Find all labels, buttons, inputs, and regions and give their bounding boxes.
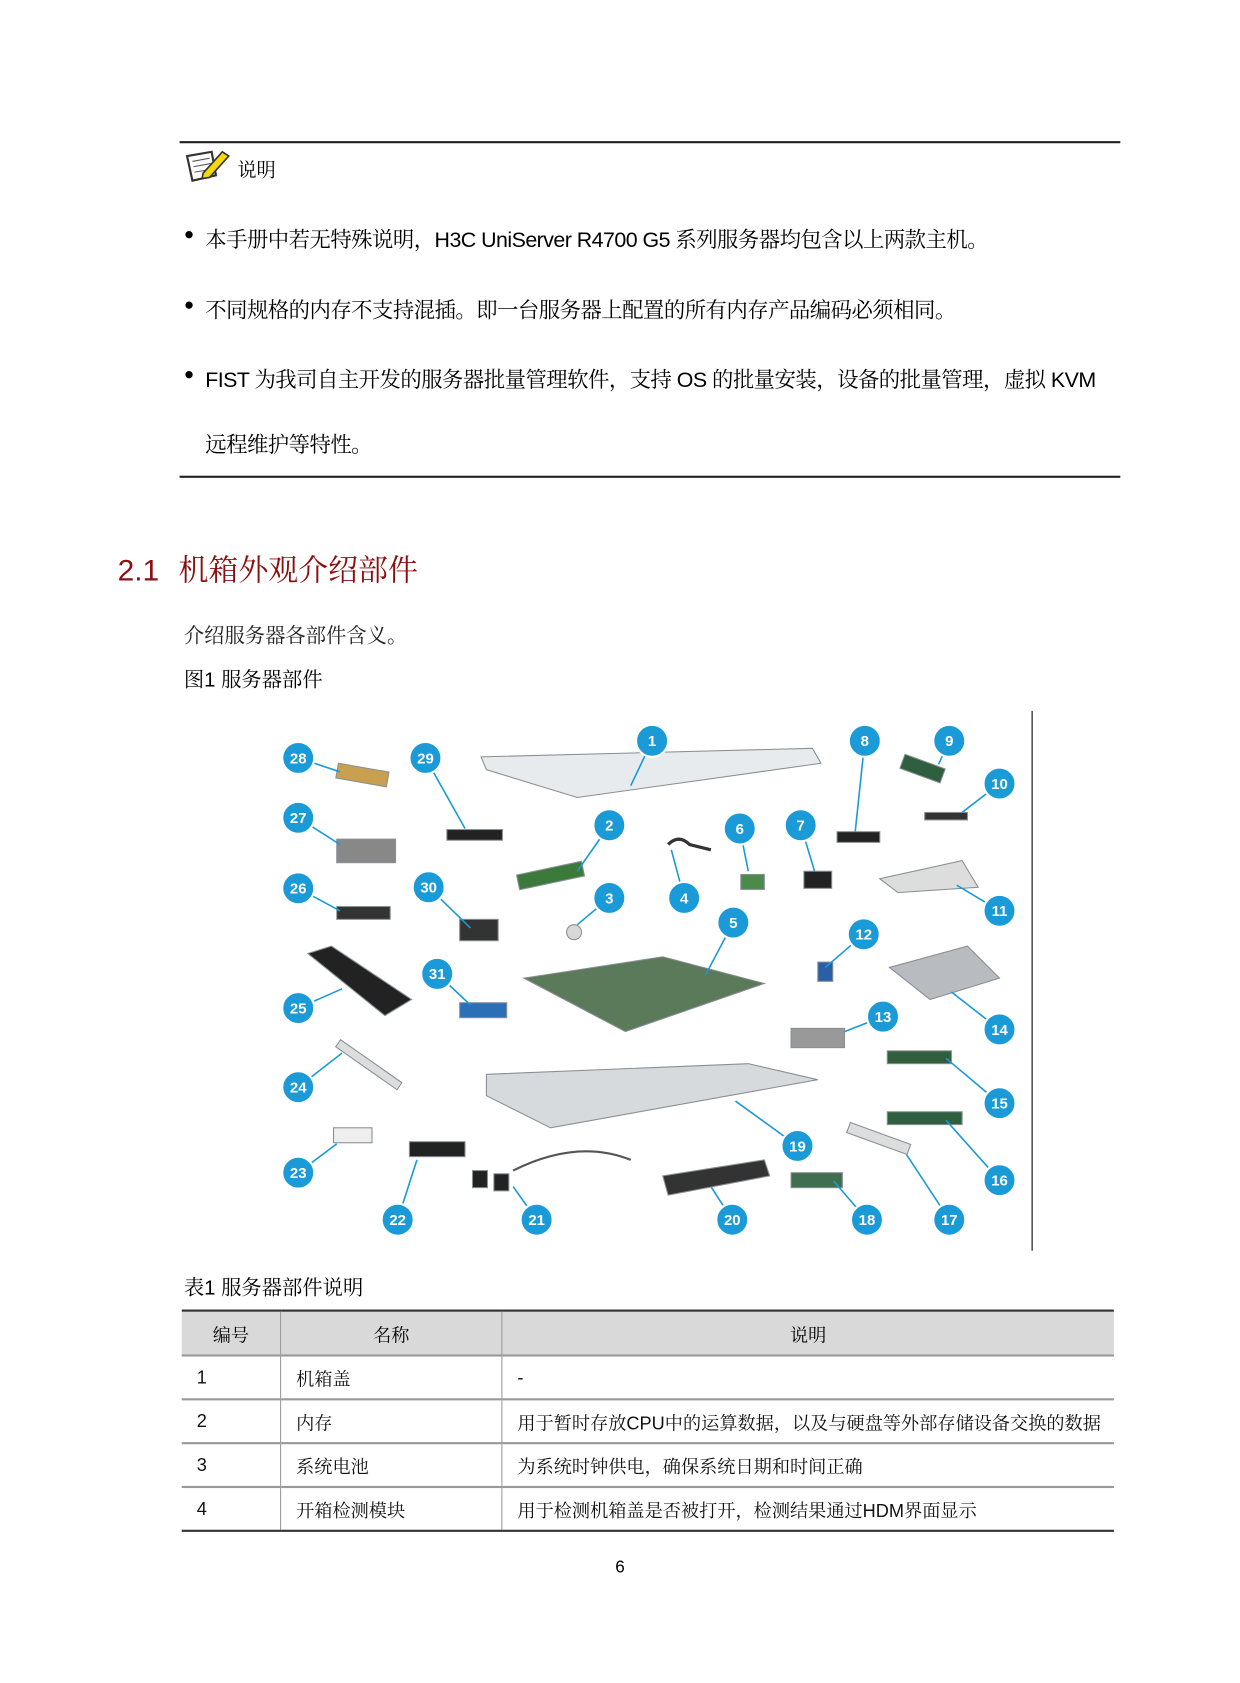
cell: 1 <box>182 1355 281 1399</box>
table-row <box>182 1399 1114 1443</box>
memory-module <box>517 861 585 889</box>
intrusion-sensor <box>668 839 711 850</box>
part-17 <box>847 1122 911 1154</box>
bullet-text: 本手册中若无特殊说明，H3C UniServer R4700 G5 系列服务器均包含以上两款主机。 <box>205 228 989 253</box>
callout-number: 15 <box>991 1095 1008 1113</box>
callout-number: 30 <box>420 879 437 897</box>
note-title: 说明 <box>237 158 276 181</box>
callout-number: 28 <box>289 750 307 768</box>
part-18 <box>791 1173 842 1188</box>
callout-number: 27 <box>289 810 307 828</box>
part-9 <box>900 754 945 783</box>
cell: - <box>502 1355 1114 1399</box>
table-caption: 表1 服务器部件说明 <box>183 1277 364 1300</box>
cell: 内存 <box>281 1399 502 1443</box>
callout-number: 7 <box>796 817 805 835</box>
bullet-text: FIST 为我司自主开发的服务器批量管理软件，支持 OS 的批量安装，设备的批量管理，虚拟 KVM <box>205 368 1096 393</box>
part-23 <box>334 1128 372 1143</box>
col-header: 编号 <box>182 1311 281 1356</box>
callout-number: 26 <box>289 880 307 898</box>
callout-number: 8 <box>860 733 869 751</box>
cell: 4 <box>182 1487 281 1531</box>
note-bullet: ● 本手册中若无特殊说明，H3C UniServer R4700 G5 系列服务器均包含以上两款主机。 <box>184 222 988 253</box>
drive <box>409 1142 465 1157</box>
part-26 <box>337 907 390 920</box>
table-row <box>182 1443 1114 1487</box>
cell: 2 <box>182 1399 281 1443</box>
callout-number: 5 <box>729 914 738 932</box>
part-6 <box>741 874 765 889</box>
table-header-row <box>182 1311 1114 1356</box>
page-number: 6 <box>615 1558 625 1577</box>
part-12 <box>818 962 833 981</box>
part-7 <box>804 871 832 888</box>
table-row <box>182 1355 1114 1399</box>
section-heading <box>118 547 418 590</box>
callout-number: 9 <box>945 733 954 751</box>
air-baffle <box>308 946 412 1015</box>
cell: 系统电池 <box>281 1443 502 1487</box>
system-board <box>524 957 765 1032</box>
processor <box>336 763 389 787</box>
note-bottom-rule <box>180 476 1121 478</box>
part-16 <box>887 1112 962 1125</box>
cell: 为系统时钟供电，确保系统日期和时间正确 <box>502 1443 1114 1487</box>
power-supply <box>791 1028 844 1047</box>
parts <box>308 748 1000 1195</box>
bullet-text: 不同规格的内存不支持混插。即一台服务器上配置的所有内存产品编码必须相同。 <box>205 299 956 323</box>
server-parts-figure <box>267 711 1032 1251</box>
note-top-rule <box>180 141 1121 143</box>
callout-number: 20 <box>723 1212 741 1230</box>
table-row <box>182 1487 1114 1531</box>
section-title: 机箱外观介绍部件 <box>178 553 418 587</box>
callout-number: 10 <box>991 775 1008 793</box>
callout-number: 17 <box>940 1212 958 1230</box>
section-intro: 介绍服务器各部件含义。 <box>183 624 408 648</box>
cell: 用于暂时存放CPU中的运算数据，以及与硬盘等外部存储设备交换的数据 <box>502 1399 1114 1443</box>
heatsink <box>337 839 396 863</box>
part-31 <box>460 1003 507 1018</box>
callout-number: 1 <box>647 733 657 751</box>
callout-number: 21 <box>528 1212 545 1230</box>
gpu <box>663 1160 770 1195</box>
callout-number: 29 <box>417 750 434 768</box>
cell: 3 <box>182 1443 281 1487</box>
chassis <box>486 1064 817 1128</box>
callout-number: 4 <box>679 890 689 908</box>
col-header: 名称 <box>281 1311 502 1356</box>
section-number: 2.1 <box>117 553 160 587</box>
cell: 机箱盖 <box>281 1355 502 1399</box>
part-21b <box>494 1174 509 1191</box>
cell: 用于检测机箱盖是否被打开，检测结果通过HDM界面显示 <box>502 1487 1114 1531</box>
note-bullet: ● FIST 为我司自主开发的服务器批量管理软件，支持 OS 的批量安装，设备的批量管理，虚拟 KVM <box>184 362 1096 393</box>
part-14 <box>889 946 999 999</box>
backplane <box>336 1040 402 1090</box>
cell: 开箱检测模块 <box>281 1487 502 1531</box>
exploded-view-diagram <box>267 711 1032 1251</box>
callout-number: 18 <box>858 1212 876 1230</box>
callout-number: 24 <box>289 1079 307 1097</box>
parts-table <box>182 1310 1114 1532</box>
callout-number: 25 <box>289 1000 307 1018</box>
riser-card <box>880 861 978 893</box>
part-10 <box>925 812 968 819</box>
figure-caption: 图1 服务器部件 <box>183 669 323 692</box>
cable <box>513 1151 631 1170</box>
callout-number: 31 <box>428 966 446 984</box>
note-bullet: ● 不同规格的内存不支持混插。即一台服务器上配置的所有内存产品编码必须相同。 <box>184 293 956 324</box>
note-pencil-icon <box>184 148 231 190</box>
callout-number: 23 <box>289 1165 307 1183</box>
callout-number: 6 <box>735 820 744 838</box>
part-8 <box>837 832 880 843</box>
callout-number: 12 <box>855 926 873 944</box>
part-29 <box>447 830 503 841</box>
callout-number: 14 <box>991 1021 1008 1039</box>
callout-number: 2 <box>605 817 614 835</box>
callout-number: 3 <box>605 890 614 908</box>
part-15 <box>887 1051 951 1064</box>
callout-number: 16 <box>991 1172 1008 1190</box>
callout-number: 22 <box>389 1212 406 1230</box>
bullet-continuation: 远程维护等特性。 <box>205 434 373 458</box>
note-header <box>184 148 276 190</box>
callout-number: 13 <box>874 1008 892 1026</box>
part-21a <box>472 1171 487 1188</box>
col-header: 说明 <box>502 1311 1114 1356</box>
callout-number: 19 <box>789 1138 806 1156</box>
callout-number: 11 <box>991 903 1008 921</box>
system-battery <box>567 925 582 940</box>
figure-border <box>1032 711 1033 1251</box>
